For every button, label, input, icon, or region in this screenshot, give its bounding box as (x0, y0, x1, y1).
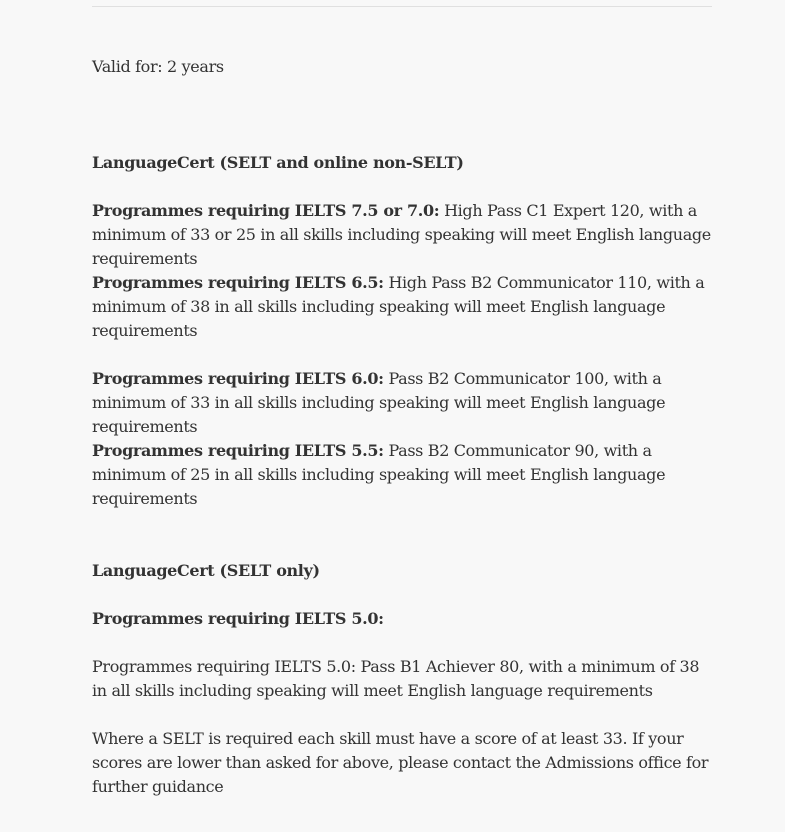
section-heading-selt-only (92, 559, 714, 583)
requirement-label: Programmes requiring IELTS 6.0: (92, 369, 384, 388)
requirement-text: Pass B2 Communicator 100, with a minimum of 33 in all skills including speaking will meet English language requirements (92, 369, 666, 436)
requirement-text: High Pass B2 Communicator 110, with a minimum of 38 in all skills including speaking will meet English language requirements (92, 273, 705, 340)
subheading-text: Programmes requiring IELTS 5.0: (92, 609, 384, 628)
requirement-label: Programmes requiring IELTS 5.5: (92, 441, 384, 460)
top-divider (92, 6, 712, 7)
section-heading-selt-non-selt (92, 151, 714, 175)
valid-for-text: Valid for: 2 years (92, 57, 224, 76)
requirement-text: High Pass C1 Expert 120, with a minimum of 33 or 25 in all skills including speaking will meet English language requirements (92, 201, 711, 268)
requirement-text: Pass B2 Communicator 90, with a minimum of 25 in all skills including speaking will meet English language requirements (92, 441, 666, 508)
section-heading-text: LanguageCert (SELT and online non-SELT) (92, 153, 464, 172)
requirement-label: Programmes requiring IELTS 7.5 or 7.0: (92, 201, 440, 220)
requirement-paragraph: Programmes requiring IELTS 5.0: Pass B1 Achiever 80, with a minimum of 38 in all skills including speaking will meet English language requirements (92, 657, 700, 700)
requirement-label: Programmes requiring IELTS 6.5: (92, 273, 384, 292)
requirement-item (92, 439, 714, 511)
section-heading-text: LanguageCert (SELT only) (92, 561, 320, 580)
subheading-ielts-5 (92, 607, 714, 631)
requirement-item (92, 271, 714, 343)
requirement-item (92, 367, 714, 439)
requirement-item (92, 199, 714, 271)
selt-guidance-paragraph: Where a SELT is required each skill must have a score of at least 33. If your scores are lower than asked for above, please contact the Admissions office for further guidance (92, 729, 709, 796)
